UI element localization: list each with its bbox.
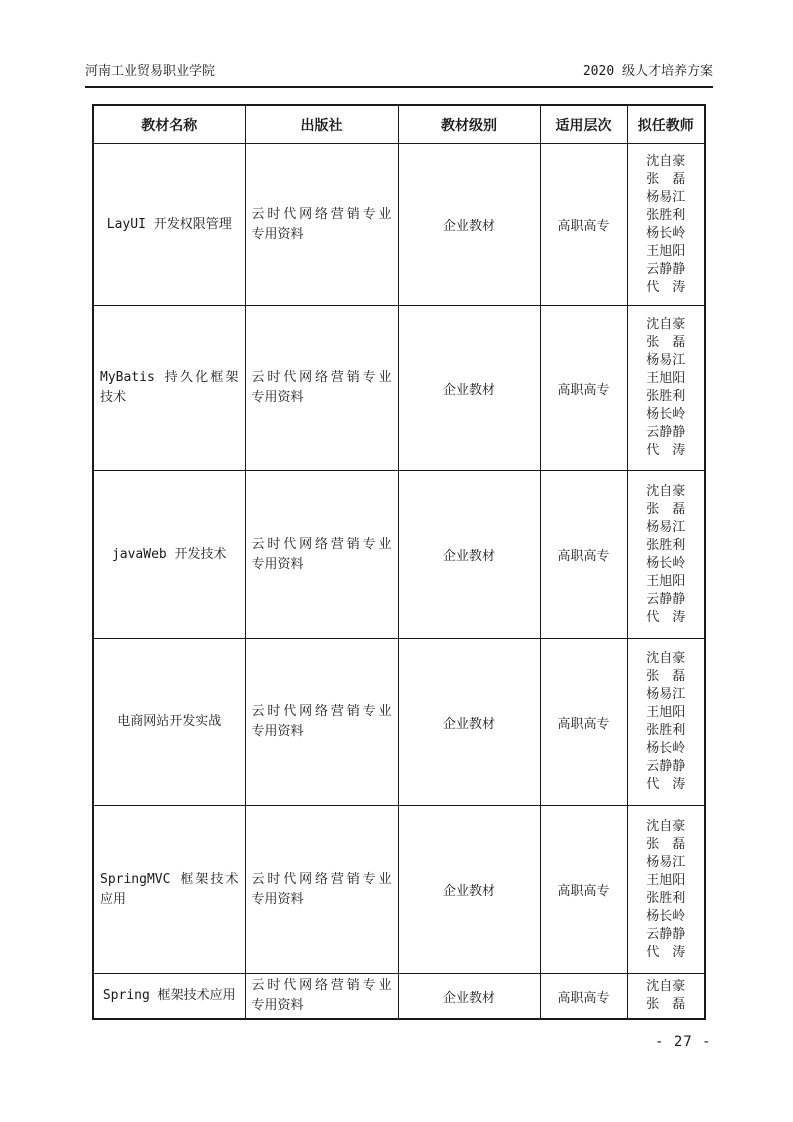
table-body: [93, 144, 705, 1020]
layer-cell: 高职高专: [540, 974, 627, 1020]
teacher-name: 代 涛: [646, 279, 686, 295]
column-header: 出版社: [245, 105, 398, 144]
teacher-name: 张胜利: [646, 207, 686, 223]
teacher-name: 云静静: [646, 425, 686, 440]
teacher-name: 杨易江: [646, 189, 686, 205]
publisher-line: 专用资料: [251, 556, 304, 572]
teacher-name: 沈自豪: [646, 651, 686, 666]
publisher-cell: [245, 144, 398, 306]
table-head: [93, 105, 705, 144]
layer-cell: 高职高专: [540, 144, 627, 306]
teacher-name: 杨易江: [646, 353, 686, 368]
teacher-name: 杨长岭: [646, 225, 686, 241]
teacher-name: 代 涛: [646, 777, 686, 792]
table-row: [93, 306, 705, 471]
table-header-row: [93, 105, 705, 144]
level-cell: 企业教材: [398, 306, 540, 471]
teacher-name: 杨长岭: [646, 741, 686, 756]
table-row: [93, 806, 705, 974]
publisher-line: 云时代网络营销专业: [251, 871, 392, 887]
teachers-cell: [627, 471, 705, 639]
teacher-name: 杨长岭: [646, 555, 686, 571]
header-plan-title: 2020 级人才培养方案: [582, 64, 713, 79]
layer-cell: 高职高专: [540, 806, 627, 974]
level-cell: 企业教材: [398, 974, 540, 1020]
publisher-line: 云时代网络营销专业: [251, 704, 392, 719]
textbook-name-cell: MyBatis 持久化框架技术: [93, 306, 245, 471]
teacher-name: 云静静: [646, 591, 686, 607]
teacher-name: 张 磊: [646, 997, 686, 1012]
teacher-name: 杨长岭: [646, 908, 686, 924]
layer-cell: 高职高专: [540, 471, 627, 639]
table-row: [93, 144, 705, 306]
publisher-line: 专用资料: [251, 226, 304, 242]
column-header: 教材名称: [93, 105, 245, 144]
teacher-name: 王旭阳: [646, 371, 686, 386]
textbook-table: [92, 104, 706, 1020]
textbook-name-cell: LayUI 开发权限管理: [93, 144, 245, 306]
publisher-line: 云时代网络营销专业: [251, 370, 392, 385]
publisher-line: 专用资料: [251, 891, 304, 907]
teacher-name: 代 涛: [646, 443, 686, 458]
table-row: [93, 974, 705, 1020]
publisher-line: 云时代网络营销专业: [251, 206, 392, 222]
page-number: - 27 -: [655, 1034, 712, 1050]
teachers-cell: [627, 144, 705, 306]
teacher-name: 杨易江: [646, 687, 686, 702]
teacher-name: 沈自豪: [646, 979, 686, 994]
level-cell: 企业教材: [398, 639, 540, 806]
teacher-name: 代 涛: [646, 944, 686, 960]
teachers-cell: [627, 974, 705, 1020]
teacher-name: 张胜利: [646, 537, 686, 553]
teacher-name: 杨长岭: [646, 407, 686, 422]
table-row: [93, 471, 705, 639]
textbook-name-cell: javaWeb 开发技术: [93, 471, 245, 639]
page-header: [85, 64, 713, 88]
teacher-name: 张胜利: [646, 723, 686, 738]
teacher-name: 王旭阳: [646, 243, 686, 259]
teacher-name: 王旭阳: [646, 573, 686, 589]
teacher-name: 杨易江: [646, 519, 686, 535]
layer-cell: 高职高专: [540, 639, 627, 806]
teachers-cell: [627, 306, 705, 471]
teacher-name: 王旭阳: [646, 872, 686, 888]
teacher-name: 张 磊: [646, 836, 686, 852]
teacher-name: 张胜利: [646, 890, 686, 906]
header-school-name: 河南工业贸易职业学院: [85, 64, 216, 79]
teacher-name: 代 涛: [646, 609, 686, 625]
layer-cell: 高职高专: [540, 306, 627, 471]
level-cell: 企业教材: [398, 144, 540, 306]
teacher-name: 沈自豪: [646, 153, 686, 169]
publisher-cell: [245, 471, 398, 639]
textbook-name-cell: SpringMVC 框架技术应用: [93, 806, 245, 974]
publisher-line: 专用资料: [251, 390, 304, 405]
publisher-cell: [245, 974, 398, 1020]
teacher-name: 杨易江: [646, 854, 686, 870]
teacher-name: 张 磊: [646, 171, 686, 187]
level-cell: 企业教材: [398, 806, 540, 974]
teacher-name: 张 磊: [646, 501, 686, 517]
teacher-name: 张 磊: [646, 335, 686, 350]
teacher-name: 张 磊: [646, 669, 686, 684]
teacher-name: 沈自豪: [646, 818, 686, 834]
teacher-name: 沈自豪: [646, 483, 686, 499]
teacher-name: 王旭阳: [646, 705, 686, 720]
teacher-name: 沈自豪: [646, 317, 686, 332]
publisher-cell: [245, 806, 398, 974]
teacher-name: 云静静: [646, 261, 686, 277]
textbook-name-cell: Spring 框架技术应用: [93, 974, 245, 1020]
table-row: [93, 639, 705, 806]
teachers-cell: [627, 806, 705, 974]
publisher-cell: [245, 639, 398, 806]
publisher-cell: [245, 306, 398, 471]
publisher-line: 专用资料: [251, 724, 304, 739]
teacher-name: 云静静: [646, 926, 686, 942]
level-cell: 企业教材: [398, 471, 540, 639]
publisher-line: 云时代网络营销专业: [251, 536, 392, 552]
publisher-line: 云时代网络营销专业: [251, 978, 392, 993]
teacher-name: 张胜利: [646, 389, 686, 404]
column-header: 适用层次: [540, 105, 627, 144]
column-header: 拟任教师: [627, 105, 705, 144]
textbook-name-cell: 电商网站开发实战: [93, 639, 245, 806]
publisher-line: 专用资料: [251, 998, 304, 1013]
column-header: 教材级别: [398, 105, 540, 144]
teacher-name: 云静静: [646, 759, 686, 774]
teachers-cell: [627, 639, 705, 806]
